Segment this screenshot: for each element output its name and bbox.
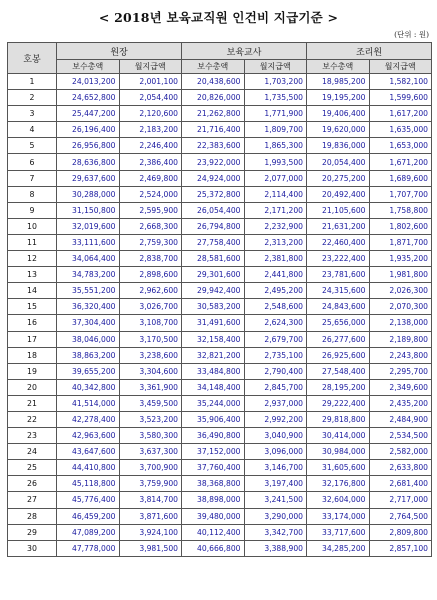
total-pay-cell: 33,717,600: [307, 524, 370, 540]
total-pay-cell: 28,581,600: [182, 251, 245, 267]
monthly-pay-cell: 2,898,600: [119, 267, 182, 283]
subheader-monthly: 월지급액: [369, 60, 432, 74]
total-pay-cell: 22,383,600: [182, 138, 245, 154]
total-pay-cell: 27,548,400: [307, 363, 370, 379]
grade-cell: 8: [8, 186, 57, 202]
total-pay-cell: 32,158,400: [182, 331, 245, 347]
monthly-pay-cell: 3,523,200: [119, 411, 182, 427]
table-row: [8, 170, 432, 186]
monthly-pay-cell: 1,771,900: [244, 106, 307, 122]
table-row: [8, 476, 432, 492]
monthly-pay-cell: 2,582,000: [369, 444, 432, 460]
monthly-pay-cell: 3,342,700: [244, 524, 307, 540]
grade-cell: 27: [8, 492, 57, 508]
monthly-pay-cell: 2,790,400: [244, 363, 307, 379]
total-pay-cell: 45,118,800: [57, 476, 120, 492]
grade-cell: 29: [8, 524, 57, 540]
total-pay-cell: 25,372,800: [182, 186, 245, 202]
monthly-pay-cell: 2,001,100: [119, 74, 182, 90]
total-pay-cell: 45,776,400: [57, 492, 120, 508]
total-pay-cell: 35,244,000: [182, 395, 245, 411]
monthly-pay-cell: 2,441,800: [244, 267, 307, 283]
total-pay-cell: 26,277,600: [307, 331, 370, 347]
table-row: [8, 331, 432, 347]
monthly-pay-cell: 3,759,900: [119, 476, 182, 492]
monthly-pay-cell: 2,295,700: [369, 363, 432, 379]
total-pay-cell: 31,491,600: [182, 315, 245, 331]
total-pay-cell: 24,652,800: [57, 90, 120, 106]
monthly-pay-cell: 2,138,000: [369, 315, 432, 331]
total-pay-cell: 35,906,400: [182, 411, 245, 427]
monthly-pay-cell: 3,026,700: [119, 299, 182, 315]
monthly-pay-cell: 1,703,200: [244, 74, 307, 90]
table-row: [8, 267, 432, 283]
total-pay-cell: 24,843,600: [307, 299, 370, 315]
monthly-pay-cell: 1,635,000: [369, 122, 432, 138]
grade-cell: 16: [8, 315, 57, 331]
grade-cell: 12: [8, 251, 57, 267]
total-pay-cell: 24,924,000: [182, 170, 245, 186]
monthly-pay-cell: 3,814,700: [119, 492, 182, 508]
group-header-cook: 조리원: [307, 43, 432, 60]
total-pay-cell: 29,818,800: [307, 411, 370, 427]
total-pay-cell: 33,174,000: [307, 508, 370, 524]
total-pay-cell: 25,656,000: [307, 315, 370, 331]
monthly-pay-cell: 2,026,300: [369, 283, 432, 299]
subheader-total: 보수총액: [57, 60, 120, 74]
total-pay-cell: 42,963,600: [57, 428, 120, 444]
monthly-pay-cell: 2,534,500: [369, 428, 432, 444]
table-row: [8, 540, 432, 556]
table-row: [8, 106, 432, 122]
monthly-pay-cell: 2,962,600: [119, 283, 182, 299]
monthly-pay-cell: 2,114,400: [244, 186, 307, 202]
monthly-pay-cell: 3,637,300: [119, 444, 182, 460]
monthly-pay-cell: 3,096,000: [244, 444, 307, 460]
monthly-pay-cell: 2,809,800: [369, 524, 432, 540]
total-pay-cell: 37,304,400: [57, 315, 120, 331]
grade-header: 호봉: [8, 43, 57, 74]
grade-cell: 1: [8, 74, 57, 90]
monthly-pay-cell: 1,689,600: [369, 170, 432, 186]
total-pay-cell: 40,112,400: [182, 524, 245, 540]
monthly-pay-cell: 3,108,700: [119, 315, 182, 331]
total-pay-cell: 23,781,600: [307, 267, 370, 283]
monthly-pay-cell: 2,246,400: [119, 138, 182, 154]
total-pay-cell: 32,604,000: [307, 492, 370, 508]
monthly-pay-cell: 2,764,500: [369, 508, 432, 524]
monthly-pay-cell: 3,197,400: [244, 476, 307, 492]
total-pay-cell: 42,278,400: [57, 411, 120, 427]
monthly-pay-cell: 1,758,800: [369, 202, 432, 218]
total-pay-cell: 23,922,000: [182, 154, 245, 170]
table-row: [8, 74, 432, 90]
monthly-pay-cell: 2,857,100: [369, 540, 432, 556]
grade-cell: 15: [8, 299, 57, 315]
monthly-pay-cell: 2,183,200: [119, 122, 182, 138]
total-pay-cell: 26,925,600: [307, 347, 370, 363]
monthly-pay-cell: 1,617,200: [369, 106, 432, 122]
monthly-pay-cell: 2,077,000: [244, 170, 307, 186]
table-row: [8, 154, 432, 170]
monthly-pay-cell: 1,865,300: [244, 138, 307, 154]
total-pay-cell: 46,459,200: [57, 508, 120, 524]
monthly-pay-cell: 2,624,300: [244, 315, 307, 331]
monthly-pay-cell: 2,495,200: [244, 283, 307, 299]
total-pay-cell: 36,490,800: [182, 428, 245, 444]
grade-cell: 5: [8, 138, 57, 154]
total-pay-cell: 29,942,400: [182, 283, 245, 299]
total-pay-cell: 21,631,200: [307, 218, 370, 234]
monthly-pay-cell: 2,469,800: [119, 170, 182, 186]
group-header-director: 원장: [57, 43, 182, 60]
monthly-pay-cell: 2,349,600: [369, 379, 432, 395]
monthly-pay-cell: 2,484,900: [369, 411, 432, 427]
monthly-pay-cell: 3,241,500: [244, 492, 307, 508]
monthly-pay-cell: 3,040,900: [244, 428, 307, 444]
total-pay-cell: 19,620,000: [307, 122, 370, 138]
total-pay-cell: 31,150,800: [57, 202, 120, 218]
grade-cell: 20: [8, 379, 57, 395]
total-pay-cell: 40,342,800: [57, 379, 120, 395]
monthly-pay-cell: 2,759,300: [119, 234, 182, 250]
total-pay-cell: 20,826,000: [182, 90, 245, 106]
monthly-pay-cell: 2,717,000: [369, 492, 432, 508]
monthly-pay-cell: 3,388,900: [244, 540, 307, 556]
grade-cell: 10: [8, 218, 57, 234]
monthly-pay-cell: 2,435,200: [369, 395, 432, 411]
monthly-pay-cell: 2,937,000: [244, 395, 307, 411]
grade-cell: 23: [8, 428, 57, 444]
unit-note: (단위 : 원): [394, 30, 429, 39]
monthly-pay-cell: 1,707,700: [369, 186, 432, 202]
subheader-total: 보수총액: [182, 60, 245, 74]
grade-cell: 9: [8, 202, 57, 218]
total-pay-cell: 19,836,000: [307, 138, 370, 154]
monthly-pay-cell: 1,993,500: [244, 154, 307, 170]
grade-cell: 19: [8, 363, 57, 379]
monthly-pay-cell: 2,386,400: [119, 154, 182, 170]
total-pay-cell: 28,195,200: [307, 379, 370, 395]
total-pay-cell: 19,195,200: [307, 90, 370, 106]
total-pay-cell: 30,414,000: [307, 428, 370, 444]
total-pay-cell: 24,315,600: [307, 283, 370, 299]
grade-cell: 7: [8, 170, 57, 186]
monthly-pay-cell: 1,935,200: [369, 251, 432, 267]
monthly-pay-cell: 1,809,700: [244, 122, 307, 138]
grade-cell: 28: [8, 508, 57, 524]
table-row: [8, 138, 432, 154]
monthly-pay-cell: 3,459,500: [119, 395, 182, 411]
total-pay-cell: 22,460,400: [307, 234, 370, 250]
total-pay-cell: 20,492,400: [307, 186, 370, 202]
total-pay-cell: 35,551,200: [57, 283, 120, 299]
grade-cell: 21: [8, 395, 57, 411]
monthly-pay-cell: 3,981,500: [119, 540, 182, 556]
grade-cell: 14: [8, 283, 57, 299]
total-pay-cell: 39,655,200: [57, 363, 120, 379]
table-row: [8, 186, 432, 202]
total-pay-cell: 26,956,800: [57, 138, 120, 154]
grade-cell: 11: [8, 234, 57, 250]
table-row: [8, 234, 432, 250]
table-row: [8, 395, 432, 411]
grade-cell: 30: [8, 540, 57, 556]
table-row: [8, 299, 432, 315]
total-pay-cell: 21,105,600: [307, 202, 370, 218]
grade-cell: 2: [8, 90, 57, 106]
total-pay-cell: 24,013,200: [57, 74, 120, 90]
monthly-pay-cell: 2,189,800: [369, 331, 432, 347]
monthly-pay-cell: 2,681,400: [369, 476, 432, 492]
grade-cell: 22: [8, 411, 57, 427]
total-pay-cell: 40,666,800: [182, 540, 245, 556]
monthly-pay-cell: 2,595,900: [119, 202, 182, 218]
subheader-monthly: 월지급액: [119, 60, 182, 74]
table-row: [8, 315, 432, 331]
total-pay-cell: 32,019,600: [57, 218, 120, 234]
total-pay-cell: 29,222,400: [307, 395, 370, 411]
total-pay-cell: 32,176,800: [307, 476, 370, 492]
monthly-pay-cell: 1,735,500: [244, 90, 307, 106]
total-pay-cell: 44,410,800: [57, 460, 120, 476]
monthly-pay-cell: 2,679,700: [244, 331, 307, 347]
monthly-pay-cell: 2,054,400: [119, 90, 182, 106]
table-row: [8, 492, 432, 508]
total-pay-cell: 34,783,200: [57, 267, 120, 283]
table-row: [8, 218, 432, 234]
total-pay-cell: 26,054,400: [182, 202, 245, 218]
monthly-pay-cell: 2,548,600: [244, 299, 307, 315]
monthly-pay-cell: 3,700,900: [119, 460, 182, 476]
total-pay-cell: 33,111,600: [57, 234, 120, 250]
total-pay-cell: 30,583,200: [182, 299, 245, 315]
monthly-pay-cell: 2,668,300: [119, 218, 182, 234]
monthly-pay-cell: 2,171,200: [244, 202, 307, 218]
subheader-total: 보수총액: [307, 60, 370, 74]
monthly-pay-cell: 2,070,300: [369, 299, 432, 315]
table-row: [8, 347, 432, 363]
monthly-pay-cell: 3,580,300: [119, 428, 182, 444]
total-pay-cell: 43,647,600: [57, 444, 120, 460]
total-pay-cell: 36,320,400: [57, 299, 120, 315]
total-pay-cell: 33,484,800: [182, 363, 245, 379]
total-pay-cell: 19,406,400: [307, 106, 370, 122]
total-pay-cell: 38,368,800: [182, 476, 245, 492]
table-row: [8, 411, 432, 427]
monthly-pay-cell: 1,599,600: [369, 90, 432, 106]
grade-cell: 18: [8, 347, 57, 363]
salary-table: [7, 42, 432, 557]
total-pay-cell: 38,863,200: [57, 347, 120, 363]
table-row: [8, 524, 432, 540]
total-pay-cell: 21,262,800: [182, 106, 245, 122]
total-pay-cell: 25,447,200: [57, 106, 120, 122]
monthly-pay-cell: 2,381,800: [244, 251, 307, 267]
total-pay-cell: 32,821,200: [182, 347, 245, 363]
monthly-pay-cell: 3,871,600: [119, 508, 182, 524]
monthly-pay-cell: 1,582,100: [369, 74, 432, 90]
table-row: [8, 202, 432, 218]
total-pay-cell: 20,438,600: [182, 74, 245, 90]
monthly-pay-cell: 3,170,500: [119, 331, 182, 347]
total-pay-cell: 39,480,000: [182, 508, 245, 524]
total-pay-cell: 41,514,000: [57, 395, 120, 411]
group-header-teacher: 보육교사: [182, 43, 307, 60]
total-pay-cell: 30,984,000: [307, 444, 370, 460]
monthly-pay-cell: 1,671,200: [369, 154, 432, 170]
grade-cell: 24: [8, 444, 57, 460]
monthly-pay-cell: 2,845,700: [244, 379, 307, 395]
monthly-pay-cell: 2,313,200: [244, 234, 307, 250]
total-pay-cell: 34,148,400: [182, 379, 245, 395]
total-pay-cell: 20,275,200: [307, 170, 370, 186]
total-pay-cell: 34,285,200: [307, 540, 370, 556]
total-pay-cell: 21,716,400: [182, 122, 245, 138]
monthly-pay-cell: 1,871,700: [369, 234, 432, 250]
table-row: [8, 90, 432, 106]
total-pay-cell: 37,152,000: [182, 444, 245, 460]
grade-cell: 26: [8, 476, 57, 492]
grade-cell: 6: [8, 154, 57, 170]
monthly-pay-cell: 2,838,700: [119, 251, 182, 267]
total-pay-cell: 29,637,600: [57, 170, 120, 186]
table-row: [8, 283, 432, 299]
table-row: [8, 508, 432, 524]
monthly-pay-cell: 3,146,700: [244, 460, 307, 476]
monthly-pay-cell: 2,232,900: [244, 218, 307, 234]
page-title: < 2018년 보육교직원 인건비 지급기준 >: [98, 10, 339, 25]
grade-cell: 13: [8, 267, 57, 283]
total-pay-cell: 29,301,600: [182, 267, 245, 283]
total-pay-cell: 37,760,400: [182, 460, 245, 476]
total-pay-cell: 27,758,400: [182, 234, 245, 250]
table-row: [8, 444, 432, 460]
monthly-pay-cell: 3,924,100: [119, 524, 182, 540]
monthly-pay-cell: 1,653,000: [369, 138, 432, 154]
table-row: [8, 251, 432, 267]
table-row: [8, 363, 432, 379]
total-pay-cell: 28,636,800: [57, 154, 120, 170]
table-row: [8, 122, 432, 138]
total-pay-cell: 38,898,000: [182, 492, 245, 508]
total-pay-cell: 47,089,200: [57, 524, 120, 540]
total-pay-cell: 20,054,400: [307, 154, 370, 170]
monthly-pay-cell: 2,735,100: [244, 347, 307, 363]
monthly-pay-cell: 1,802,600: [369, 218, 432, 234]
monthly-pay-cell: 2,992,200: [244, 411, 307, 427]
grade-cell: 4: [8, 122, 57, 138]
total-pay-cell: 34,064,400: [57, 251, 120, 267]
total-pay-cell: 31,605,600: [307, 460, 370, 476]
monthly-pay-cell: 3,290,000: [244, 508, 307, 524]
monthly-pay-cell: 3,361,900: [119, 379, 182, 395]
monthly-pay-cell: 2,120,600: [119, 106, 182, 122]
table-body: [8, 74, 432, 557]
total-pay-cell: 26,196,400: [57, 122, 120, 138]
monthly-pay-cell: 3,238,600: [119, 347, 182, 363]
total-pay-cell: 30,288,000: [57, 186, 120, 202]
total-pay-cell: 18,985,200: [307, 74, 370, 90]
monthly-pay-cell: 2,524,000: [119, 186, 182, 202]
table-row: [8, 460, 432, 476]
total-pay-cell: 23,222,400: [307, 251, 370, 267]
monthly-pay-cell: 2,633,800: [369, 460, 432, 476]
table-row: [8, 428, 432, 444]
grade-cell: 3: [8, 106, 57, 122]
monthly-pay-cell: 2,243,800: [369, 347, 432, 363]
grade-cell: 17: [8, 331, 57, 347]
grade-cell: 25: [8, 460, 57, 476]
total-pay-cell: 47,778,000: [57, 540, 120, 556]
table-row: [8, 379, 432, 395]
monthly-pay-cell: 1,981,800: [369, 267, 432, 283]
monthly-pay-cell: 3,304,600: [119, 363, 182, 379]
subheader-monthly: 월지급액: [244, 60, 307, 74]
total-pay-cell: 38,046,000: [57, 331, 120, 347]
total-pay-cell: 26,794,800: [182, 218, 245, 234]
